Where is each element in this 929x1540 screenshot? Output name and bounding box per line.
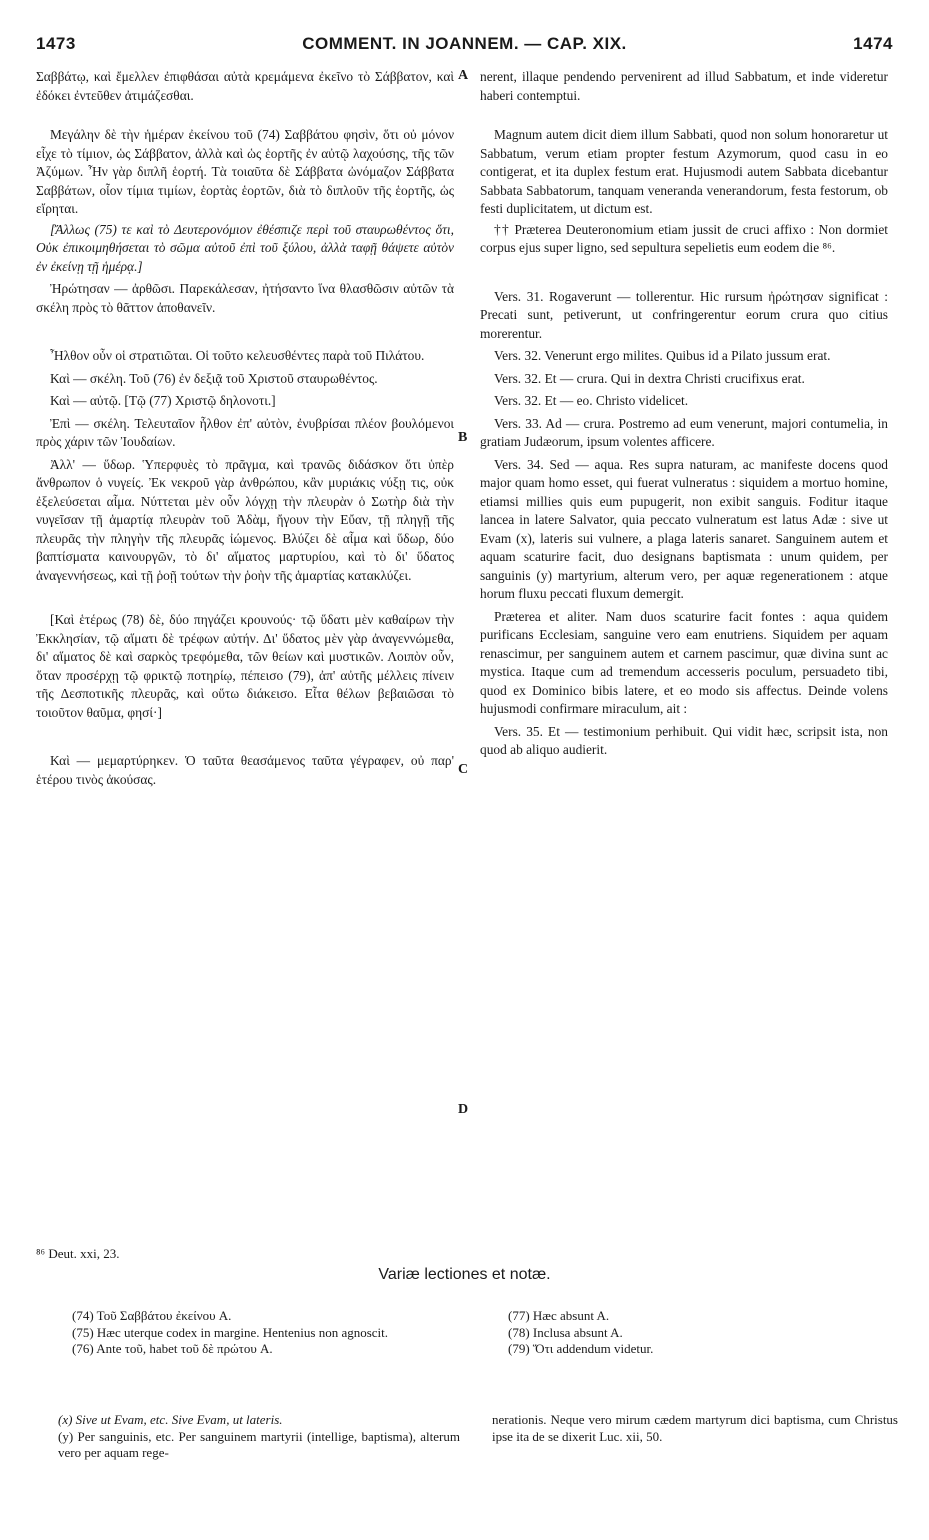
variant-note: (75) Hæc uterque codex in margine. Hentenius non agnoscit.	[72, 1324, 389, 1340]
greek-paragraph: Καὶ — μεμαρτύρηκεν. Ὁ ταῦτα θεασάμενος ταῦτα γέγραφεν, οὐ παρ' ἑτέρου τινὸς ἀκούσας.	[36, 753, 454, 787]
greek-paragraph: Καὶ — σκέλη. Τοῦ (76) ἐν δεξιᾷ τοῦ Χριστοῦ σταυρωθέντος.	[50, 370, 378, 386]
greek-paragraph: Μεγάλην δὲ τὴν ἡμέραν ἐκείνου τοῦ (74) Σαββάτου φησὶν, ὅτι οὐ μόνον εἶχε τὸ τίμιον, ὡς Σάββατον, ἀλλὰ καὶ ὡς ἑορτῆς ἐν αὐτῷ λαχούσης, τῆς τῶν Ἀζύμων. Ἦν γὰρ διπλῆ ἑορτή. Τὰ τοιαῦτα δὲ Σάββατα ὠνόμαζον Σάββατα Σαββάτων, οἷον τίμια τιμίων, ἑορτὰς ἑορτῶν, διὰ τὸ διπλοῦν τῆς ἑορτῆς, ὡς εἴρηται.	[36, 127, 454, 216]
variant-notes-right	[508, 1308, 896, 1358]
greek-paragraph: Καὶ — αὐτῷ. [Τῷ (77) Χριστῷ δηλονοτι.]	[50, 393, 276, 408]
variant-note: (78) Inclusa absunt A.	[508, 1324, 623, 1340]
latin-paragraph: Vers. 34. Sed — aqua. Res supra naturam, ac manifeste docens quod major quam homo esset, qui fuerat vulneratus : siquidem a mortuo homine, etiamsi millies quis eum pupugerit, non exibit sanguis. Foditur itaque lancea in latere Salvator, quia peccato vulneratum est latus Adæ : sive ut Evam (x), lateris sui vulnere, a plaga lateris sanaret. Sanguinem autem et aquam scaturire facit, duo designans baptismata : unum quidem, per sanguinis (y) martyrium, alterum vero, per aquæ regenerationem : atque horum fluxu peccati fluxum demergit.	[480, 456, 888, 601]
greek-paragraph: Ἠρώτησαν — ἀρθῶσι. Παρεκάλεσαν, ἠτήσαντο ἵνα θλασθῶσιν αὐτῶν τὰ σκέλη πρὸς τὸ θᾶττον ἀποθανεῖν.	[36, 281, 454, 315]
greek-paragraph: Ἦλθον οὖν οἱ στρατιῶται. Οἱ τοῦτο κελευσθέντες παρὰ τοῦ Πιλάτου.	[50, 348, 425, 363]
variant-note: (74) Τοῦ Σαββάτου ἐκείνου A.	[72, 1308, 232, 1323]
editor-note-y: (y) Per sanguinis, etc. Per sanguinem martyrii (intellige, baptisma), alterum vero per aquam rege-	[58, 1428, 460, 1460]
latin-paragraph: Vers. 35. Et — testimonium perhibuit. Qui vidit hæc, scripsit ista, non quod ab aliquo audierit.	[480, 723, 888, 757]
variant-note: (77) Hæc absunt A.	[508, 1308, 610, 1323]
greek-paragraph: Ἀλλ' — ὕδωρ. Ὑπερφυὲς τὸ πρᾶγμα, καὶ τρανῶς διδάσκον ὅτι ὑπὲρ ἄνθρωπον ὁ νυγείς. Ἐκ νεκροῦ γὰρ ἀνθρώπου, κἂν μυριάκις νύξῃ τις, οὐκ ἐξελεύσεται αἷμα. Νύττεται μὲν οὖν λόγχῃ τὴν πλευρὰν ὁ Σωτὴρ διὰ τὴν νυγεῖσαν τῇ ἁμαρτίᾳ πλευρὰν τοῦ Ἀδὰμ, ἤγουν τὴν Εὔαν, τῇ πληγῇ τῆς πλευρᾶς τὴν πληγὴν τῆς πλευρᾶς ἰώμενος. Βλύζει δὲ αἷμα καὶ ὕδωρ, δύο βαπτίσματα καινουργῶν, τὸ δι' αἵματος μαρτυρίου, καὶ τὸ δι' ὕδατος ἀναγεννήσεως, καὶ τῇ ῥοῇ τούτων τὴν ῥοὴν τῆς ἁμαρτίας κατακλύζει.	[36, 456, 454, 583]
page-number-left: 1473	[36, 34, 76, 53]
variae-heading: Variæ lectiones et notæ.	[378, 1266, 551, 1283]
variant-note: (79) Ὅτι addendum videtur.	[508, 1341, 654, 1356]
margin-mark-a: A	[458, 68, 469, 83]
latin-paragraph: Vers. 33. Ad — crura. Postremo ad eum venerunt, majori contumelia, in gratiam Judæorum, ipsum volentes afficere.	[480, 415, 888, 449]
latin-column	[480, 68, 888, 764]
margin-mark-c: C	[458, 762, 469, 777]
editor-notes-left	[58, 1412, 460, 1462]
greek-paragraph: Ἐπὶ — σκέλη. Τελευταῖον ἦλθον ἐπ' αὐτὸν, ἐνυβρίσαι πλέον βουλόμενοι πρὸς χάριν τῶν Ἰουδαίων.	[36, 415, 454, 449]
latin-paragraph: †† Præterea Deuteronomium etiam jussit de cruci affixo : Non dormiet corpus ejus super ligno, sed sepultura sepelietis eum eodem die ⁸⁶.	[480, 221, 888, 255]
greek-paragraph: [Ἄλλως (75) τε καὶ τὸ Δευτερονόμιον ἐθέσπιζε περὶ τοῦ σταυρωθέντος ὅτι, Οὐκ ἐπικοιμηθήσεται τὸ σῶμα αὐτοῦ ἐπὶ τοῦ ξύλου, ἀλλὰ ταφῇ θάψετε αὐτὸν ἐν ἐκείνῃ τῇ ἡμέρᾳ.]	[36, 221, 454, 274]
latin-paragraph: Præterea et aliter. Nam duos scaturire facit fontes : aqua quidem purificans Ecclesiam, sanguine vero eam enutriens. Siquidem per aquam renascimur, per sanguinem autem et carnem pascimur, quæ divina sunt ac mystica. Itaque cum ad tremendum accesseris poculum, persuadeto tibi, quod ex Dominico bibis latere, et eo modo sis affectus. Deinde volens hujusmodi confirmare miraculum, ait :	[480, 608, 888, 716]
running-title: COMMENT. IN JOANNEM. — CAP. XIX.	[302, 34, 627, 53]
editor-note-continuation: nerationis. Neque vero mirum cædem martyrum dici baptisma, cum Christus ipse ita de se dixerit Luc. xii, 50.	[492, 1412, 898, 1444]
editor-notes-right	[492, 1412, 898, 1445]
latin-paragraph: Vers. 32. Et — crura. Qui in dextra Christi crucifixus erat.	[494, 370, 805, 386]
editor-note-x: (x) Sive ut Evam, etc. Sive Evam, ut lateris.	[58, 1412, 283, 1427]
page-number-right: 1474	[853, 34, 893, 53]
margin-mark-d: D	[458, 1102, 469, 1117]
latin-paragraph: Vers. 31. Rogaverunt — tollerentur. Hic rursum ἠρώτησαν significat : Precati sunt, petiverunt, ut confringerentur eorum crura quo citius morerentur.	[480, 288, 888, 341]
variant-note: (76) Ante τοῦ, habet τοῦ δὲ πρώτου A.	[72, 1341, 273, 1356]
variant-notes-left	[72, 1308, 460, 1358]
latin-paragraph: nerent, illaque pendendo pervenirent ad illud Sabbatum, et inde videretur haberi contemptui.	[480, 69, 888, 103]
greek-paragraph: Σαββάτῳ, καὶ ἔμελλεν ἐπιφθάσαι αὐτὰ κρεμάμενα ἐκεῖνο τὸ Σάββατον, καὶ ἐδόκει ἐντεῦθεν ἀτιμάζεσθαι.	[36, 69, 454, 103]
latin-paragraph: Vers. 32. Et — eo. Christo videlicet.	[494, 393, 689, 408]
latin-paragraph: Magnum autem dicit diem illum Sabbati, quod non solum honoraretur ut Sabbatum, verum etiam propter festum Azymorum, quod casu in eo contigerat, et ita duplex festum erat. Hujusmodi autem Sabbata dicebantur Sabbata Sabbatorum, tanquam veneranda venerandorum, festa festorum, ob festi duplicitatem, ut dictum est.	[480, 127, 888, 216]
margin-mark-b: B	[458, 430, 468, 445]
greek-column	[36, 68, 454, 793]
latin-paragraph: Vers. 32. Venerunt ergo milites. Quibus id a Pilato jussum erat.	[494, 348, 831, 363]
greek-paragraph: [Καὶ ἑτέρως (78) δὲ, δύο πηγάζει κρουνούς· τῷ ὕδατι μὲν καθαίρων τὴν Ἐκκλησίαν, τῷ αἵματι δὲ τρέφων αὐτήν. Δι' ὕδατος μὲν γὰρ ἀναγεννώμεθα, δι' αἵματος δὲ καὶ σαρκὸς τρεφόμεθα, τῶν θείων καὶ μυστικῶν. Λοιπὸν οὖν, ὅταν προσέρχῃ τῷ φρικτῷ ποτηρίῳ, πέπεισο (79), ἀπ' αὐτῆς μέλλεις πίνειν τῆς Δεσποτικῆς πλευρᾶς, καὶ οὕτω διάκεισο. Εἶτα θέλων βεβαιῶσαι τὸ τοιοῦτον θαῦμα, φησί·]	[36, 612, 454, 720]
footnote-86: ⁸⁶ Deut. xxi, 23.	[36, 1246, 120, 1261]
running-header	[36, 34, 893, 58]
